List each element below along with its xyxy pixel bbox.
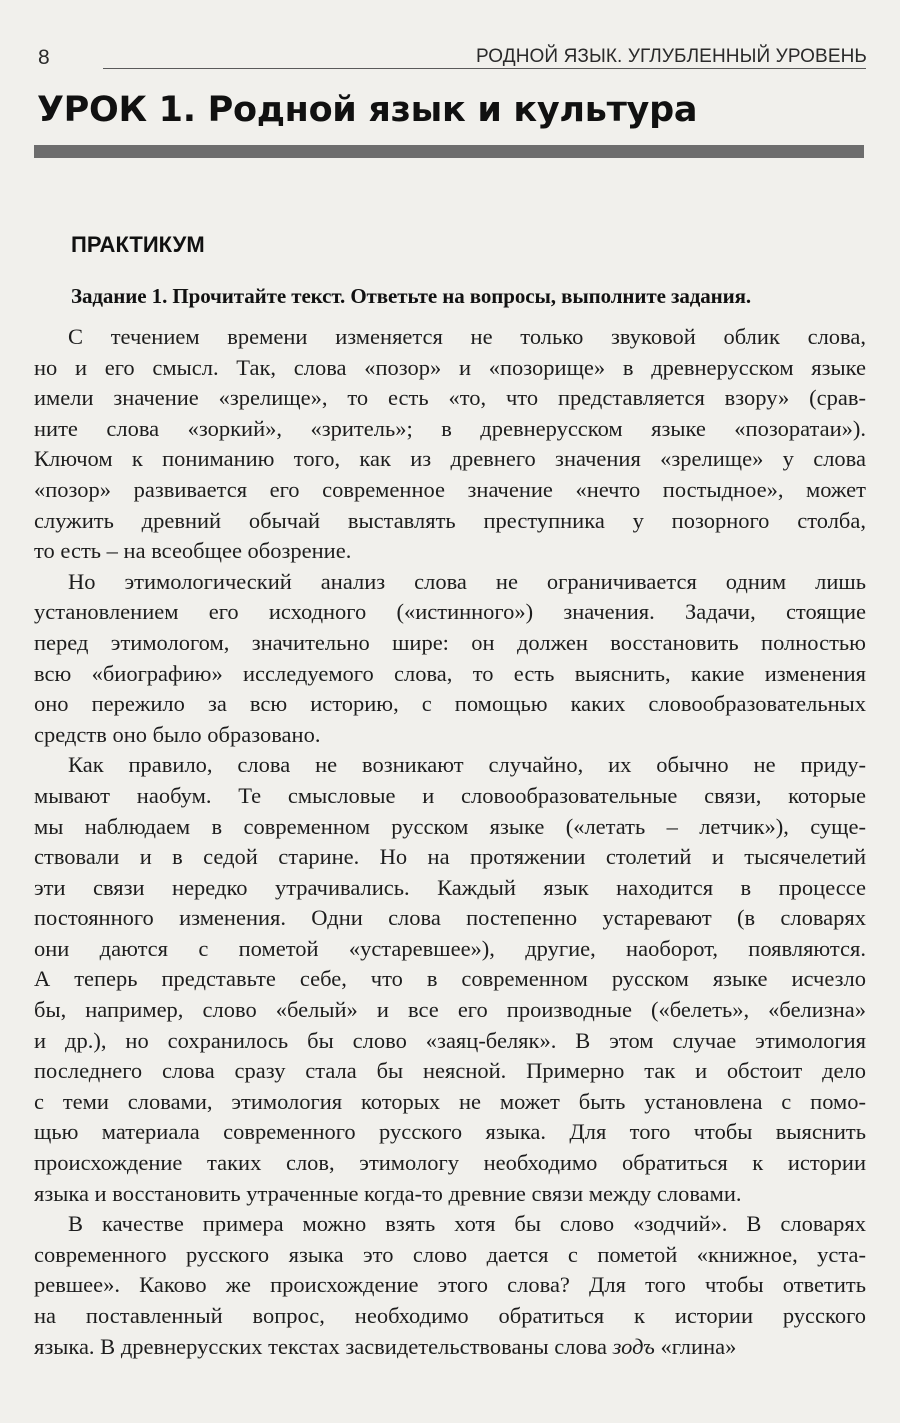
header-rule [103,68,866,69]
text-line: эти связи нередко утрачивались. Каждый язык находится в процессе [34,874,866,900]
running-title: РОДНОЙ ЯЗЫК. УГЛУБЛЕННЫЙ УРОВЕНЬ [475,46,867,67]
text-line: ните слова «зоркий», «зритель»; в древнерусском языке «позоратаи»). [34,415,866,441]
cited-word: зодъ [612,1333,655,1359]
text-line: Но этимологический анализ слова не ограничивается одним лишь [68,568,866,594]
lesson-title: УРОК 1. Родной язык и культура [37,90,698,130]
body-text [34,322,866,1362]
text-line: с теми словами, этимология которых не может быть установлена с помо- [34,1088,866,1114]
text-line: Как правило, слова не возникают случайно, их обычно не приду- [68,752,866,778]
text-line: на поставленный вопрос, необходимо обратиться к истории русского [34,1303,866,1328]
text-line: языка. В древнерусских текстах засвидетельствованы слова зодъ «глина» [34,1333,737,1359]
text-line: «позор» развивается его современное значение «нечто постыдное», может [34,476,866,502]
text-line: мы наблюдаем в современном русском языке («летать – летчик»), суще- [34,813,866,839]
text-line: В качестве примера можно взять хотя бы слово «зодчий». В словарях [68,1211,866,1237]
text-line: оно пережило за всю историю, с помощью каких словообразовательных [34,691,866,717]
text-line: Ключом к пониманию того, как из древнего значения «зрелище» у слова [34,446,866,472]
text-line: бы, например, слово «белый» и все его производные («белеть», «белизна» [34,997,866,1023]
text-line: языка и восстановить утраченные когда-то древние связи между словами. [34,1180,742,1206]
text-line: установлением его исходного («истинного») значения. Задачи, стоящие [34,599,866,625]
page-number: 8 [38,46,50,69]
section-heading: ПРАКТИКУМ [71,232,205,257]
text-line: А теперь представьте себе, что в современном русском языке исчезло [34,966,866,992]
text-line: происхождение таких слов, этимологу необходимо обратиться к истории [34,1150,866,1176]
text-line: имели значение «зрелище», то есть «то, что представляется взору» (срав- [34,385,866,411]
task-heading: Задание 1. Прочитайте текст. Ответьте на вопросы, выполните задания. [71,284,752,308]
paragraph [34,567,866,751]
text-line: ствовали и в седой старине. Но на протяжении столетий и тысячелетий [34,844,866,870]
text-line: средств оно было образовано. [34,721,321,747]
text-line: то есть – на всеобщее обозрение. [34,538,352,564]
text-line: ревшее». Каково же происхождение этого слова? Для того чтобы ответить [34,1272,866,1298]
page-header [0,40,900,80]
text-line: служить древний обычай выставлять преступника у позорного столба, [34,507,866,533]
text-line: постоянного изменения. Одни слова постепенно устаревают (в словарях [34,905,866,931]
text-line: но и его смысл. Так, слова «позор» и «позорище» в древнерусском языке [34,354,866,380]
text-line: современного русского языка это слово дается с пометой «книжное, уста- [34,1241,866,1267]
text-line: и др.), но сохранилось бы слово «заяц-беляк». В этом случае этимология [34,1027,866,1053]
text-line: они даются с пометой «устаревшее»), другие, наоборот, появляются. [34,935,866,961]
text-line: мывают наобум. Те смысловые и словообразовательные связи, которые [34,782,866,808]
paragraph [34,322,866,567]
text-line: перед этимологом, значительно шире: он должен восстановить полностью [34,629,866,655]
text-line: всю «биографию» исследуемого слова, то есть выяснить, какие изменения [34,660,866,686]
paragraph [34,1209,866,1362]
paragraph [34,750,866,1209]
text-line: последнего слова сразу стала бы неясной. Примерно так и обстоит дело [34,1058,866,1084]
text-line: щью материала современного русского языка. Для того чтобы выяснить [34,1119,866,1145]
title-underline-bar [34,145,864,158]
text-line: С течением времени изменяется не только звуковой облик слова, [68,324,866,349]
